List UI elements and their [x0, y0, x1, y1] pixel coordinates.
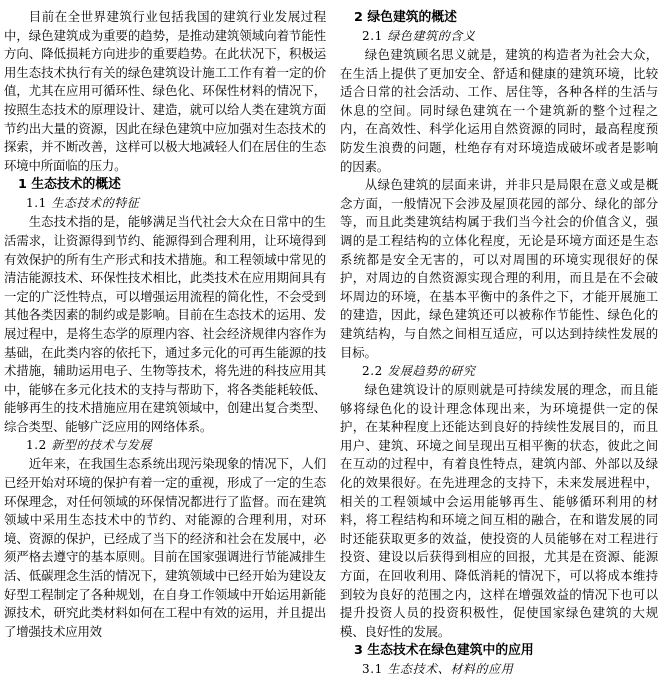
section-2-1-heading	[340, 27, 658, 46]
section-2-2-paragraph: 绿色建筑设计的原则就是可持续发展的理念，而且能够将绿色化的设计理念体现出来，为环境提供一定的保护，在某种程度上还能达到良好的持续性发展目的，而且用户、建筑、环境之间呈现出互相平衡的状态，彼此之间在互动的过程中，有着良性特点，建筑内部、外部以及绿化的效果很好。在先进理念的支持下，未来发展进程中，相关的工程领域中会运用能够再生、能够循环利用的材料，将工程结构和环境之间互相的融合，在和谐发展的同时还能获取更多的效益，使投资的人员能够在对工程进行投资、建设以后获得到相应的回报，尤其是在资源、能源方面，在回收利用、降低消耗的情况下，可以将成本维持到较为良好的范围之内，这样在增强效益的情况下也可以提升投资人员的投资积极性，促使国家绿色建筑的大规模、良好性的发展。	[340, 382, 658, 639]
section-2-1-paragraph-2: 从绿色建筑的层面来讲，并非只是局限在意义或是概念方面，一般情况下会涉及屋顶花园的部分、绿化的部分等，而且此类建筑结构属于我们当今社会的价值含义，强调的是工程结构的立体化程度，无论是环境方面还是生态系统都是安全无害的，可以对周围的环境实现很好的保护，对周边的自然资源实现合理的利用，而且是在不会破坏周边的环境，在基本平衡中的条件之下，才能开展施工的建造，因此，绿色建筑还可以被称作节能性、绿色化的建筑结构，与自然之间相互适应，可以达到持续性发展的目标。	[340, 177, 658, 360]
section-2-2-title: 发展趋势的研究	[387, 364, 476, 379]
section-1-2-number: 1.2	[26, 438, 47, 453]
section-2-1-title: 绿色建筑的含义	[387, 29, 476, 43]
section-1-2-title: 新型的技术与发展	[51, 438, 153, 453]
section-1-1-title: 生态技术的特征	[51, 196, 140, 211]
section-3-1-number: 3.1	[362, 662, 383, 677]
section-2-heading: 2 绿色建筑的概述	[354, 10, 457, 25]
section-2-2-number: 2.2	[362, 364, 383, 379]
section-1-2-heading	[4, 436, 326, 455]
section-1-1-number: 1.1	[26, 196, 47, 211]
section-1-heading: 1 生态技术的概述	[18, 177, 121, 193]
section-2-1-paragraph-1: 绿色建筑顾名思义就是，建筑的构造者为社会大众，在生活上提供了更加安全、舒适和健康的建筑环境，比较适合日常的社会活动、工作、居住等，各种各样的生活与休息的空间。同时绿色建筑在一个建筑新的整个过程之内，在高效性、科学化运用自然资源的同时，最高程度预防发生浪费的问题，杜绝存有对环境造成破坏或者是影响的因素。	[340, 47, 658, 174]
left-column	[4, 8, 326, 641]
section-1-1-paragraph: 生态技术指的是，能够满足当代社会大众在日常中的生活需求，让资源得到节约、能源得到合理利用，让环境得到有效保护的所有生产形式和技术措施。和工程领域中常见的清洁能源技术、环保性技术相比，此类技术在应用期间具有一定的广泛性特点，可以增强运用流程的简化性，不会受到其他各类因素的制约或是影响。目前在生态技术的运用、发展过程中，是将生态学的原理内容、社会经济规律内容作为基础，在此类内容的依托下，通过多元化的可再生能源的技术措施，辅助运用电子、生物等技术，将先进的科技应用其中，能够在多元化技术的支持与帮助下，将各类能耗较低、能够再生的技术措施应用在建筑领域中，创建出复合类型、综合类型、能够广泛应用的网络体系。	[4, 214, 326, 434]
section-3-1-title: 生态技术、材料的应用	[387, 662, 514, 677]
section-1-1-heading	[4, 194, 326, 213]
section-1-2-paragraph: 近年来，在我国生态系统出现污染现象的情况下，人们已经开始对环境的保护有着一定的重视，形成了一定的生态环保理念，对任何领域的环保情况都进行了监督。而在建筑领域中采用生态技术中的节约、对能源的合理利用，对环境、资源的保护，已经成了当下的经济和社会在发展中，必须严格去遵守的基本原则。目前在国家强调进行节能减排生活、低碳理念生活的情况下，建筑领域中已经开始为建设友好型工程制定了各种规划，在自身工作领域中开始运用新能源技术，研究此类材料如何在工程中有效的运用，并且提出了增强技术应用效	[4, 456, 326, 639]
section-2-1-number: 2.1	[362, 29, 383, 43]
intro-paragraph: 目前在全世界建筑行业包括我国的建筑行业发展过程中，绿色建筑成为重要的趋势，是推动建筑领域向着节能性方向、降低损耗方向进步的重要趋势。在此状况下，积极运用生态技术执行有关的绿色建筑设计施工工作有着一定的价值，尤其在应用可循环性、绿色化、环保性材料的情况下，按照生态技术的原理设计、建造，就可以给人类在建筑方面节约出大量的资源，因此在绿色建筑中应加强对生态技术的探索，并不断改善，这样可以极大地减轻人们在居住的生态环境中所面临的压力。	[4, 9, 326, 173]
right-column	[340, 8, 658, 679]
section-3-heading: 3 生态技术在绿色建筑中的应用	[354, 643, 534, 659]
section-3-1-heading	[340, 660, 658, 679]
section-2-2-heading	[340, 362, 658, 381]
